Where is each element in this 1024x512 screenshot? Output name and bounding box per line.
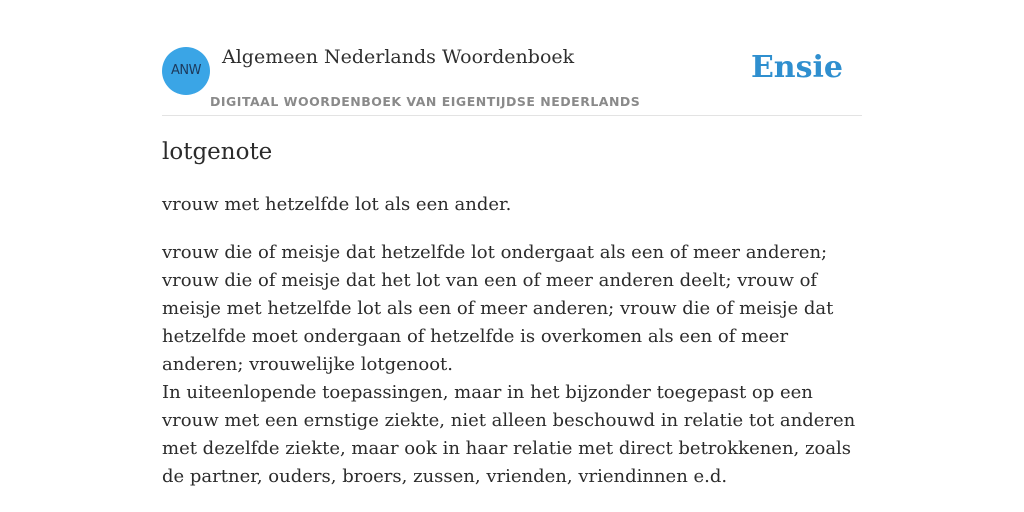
entry-long-definition — [162, 239, 862, 491]
page-container — [162, 0, 862, 487]
entry-headword: lotgenote — [162, 139, 273, 165]
anw-logo[interactable]: ANW — [162, 47, 210, 95]
definition-text: vrouw die of meisje dat hetzelfde lot ondergaat als een of meer anderen; vrouw die of meisje dat het lot van een of meer anderen deelt; vrouw of meisje met hetzelfde lot als een of meer anderen; vrouw die of meisje dat hetzelfde moet ondergaan of hetzelfde is overkomen als een of meer anderen; vrouwelijke lotgenoot. — [162, 242, 834, 375]
ensie-brand-logo[interactable]: Ensie — [750, 50, 843, 85]
site-header — [162, 0, 862, 116]
site-title[interactable]: Algemeen Nederlands Woordenboek — [222, 46, 575, 68]
entry-short-definition: vrouw met hetzelfde lot als een ander. — [162, 194, 512, 215]
site-subtitle: DIGITAAL WOORDENBOEK VAN EIGENTIJDSE NEDERLANDS — [210, 94, 641, 109]
usage-note: In uiteenlopende toepassingen, maar in het bijzonder toegepast op een vrouw met een ernstige ziekte, niet alleen beschouwd in relatie tot anderen met dezelfde ziekte, maar ook in haar relatie met direct betrokkenen, zoals de partner, ouders, broers, zussen, vrienden, vriendinnen e.d. — [162, 382, 856, 487]
